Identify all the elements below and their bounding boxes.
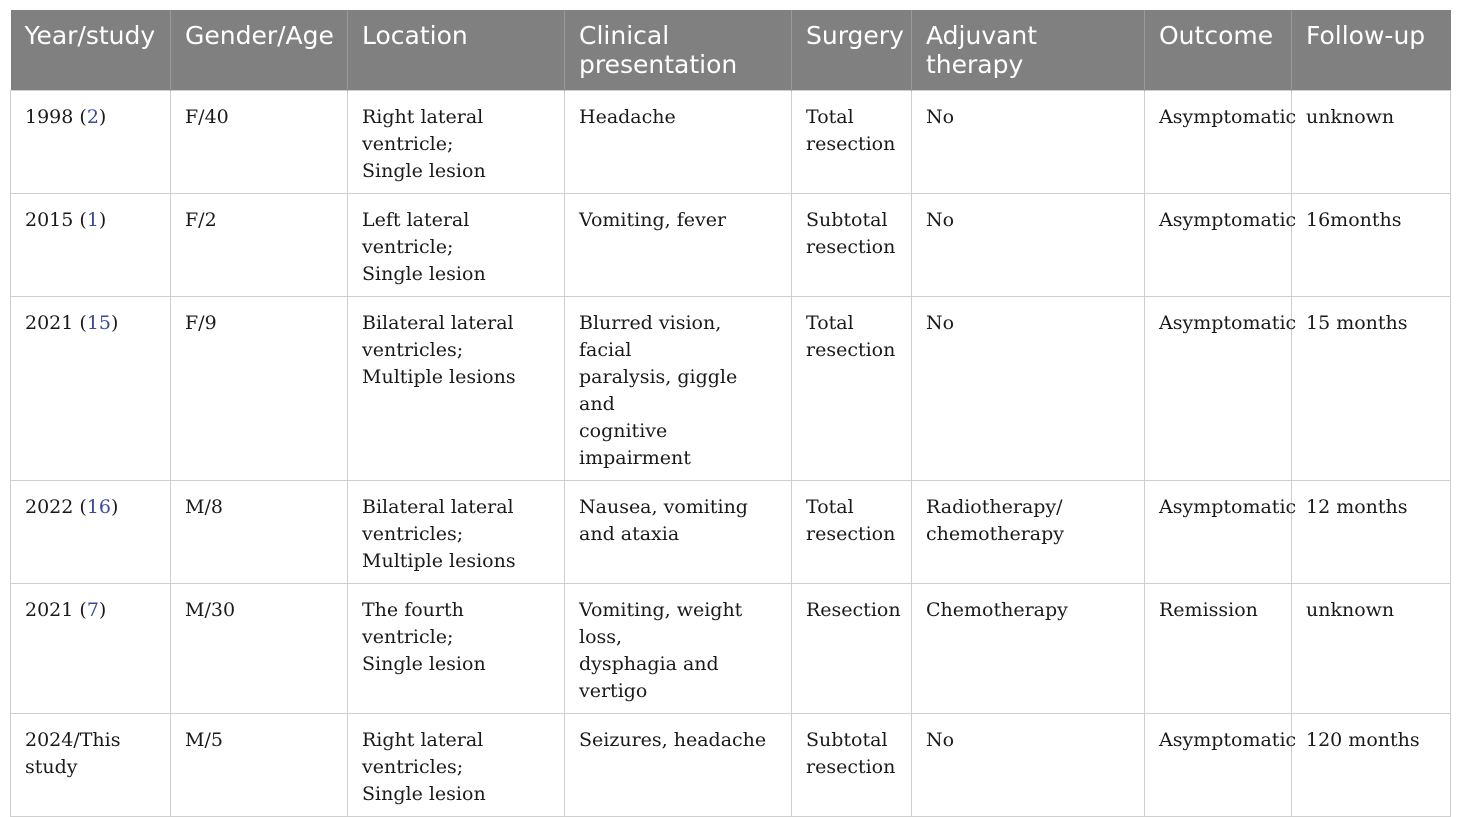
year-text: 1998 ( bbox=[25, 105, 87, 128]
header-follow-up: Follow-up bbox=[1292, 10, 1451, 90]
year-text: 2022 ( bbox=[25, 495, 87, 518]
cell-gender-age: F/9 bbox=[171, 296, 348, 480]
header-gender-age: Gender/Age bbox=[171, 10, 348, 90]
reference-link[interactable]: 16 bbox=[86, 495, 111, 518]
reference-link[interactable]: 1 bbox=[86, 208, 99, 231]
reference-link[interactable]: 2 bbox=[86, 105, 99, 128]
cell-location: The fourth ventricle; Single lesion bbox=[348, 583, 565, 713]
cell-follow-up: 15 months bbox=[1292, 296, 1451, 480]
cell-adjuvant-therapy: No bbox=[912, 90, 1145, 193]
cell-location: Right lateral ventricles; Single lesion bbox=[348, 713, 565, 816]
cell-clinical-presentation: Seizures, headache bbox=[565, 713, 792, 816]
case-comparison-table bbox=[10, 10, 1451, 817]
cell-year-study bbox=[11, 296, 171, 480]
cell-year-study bbox=[11, 193, 171, 296]
cell-outcome: Asymptomatic bbox=[1145, 90, 1292, 193]
cell-outcome: Asymptomatic bbox=[1145, 193, 1292, 296]
cell-outcome: Asymptomatic bbox=[1145, 480, 1292, 583]
cell-clinical-presentation: Nausea, vomiting and ataxia bbox=[565, 480, 792, 583]
cell-follow-up: 120 months bbox=[1292, 713, 1451, 816]
year-text: 2021 ( bbox=[25, 311, 87, 334]
cell-clinical-presentation: Headache bbox=[565, 90, 792, 193]
year-text: 2024/This study bbox=[25, 728, 121, 778]
year-close: ) bbox=[98, 105, 107, 128]
header-location: Location bbox=[348, 10, 565, 90]
header-outcome: Outcome bbox=[1145, 10, 1292, 90]
reference-link[interactable]: 7 bbox=[86, 598, 99, 621]
header-clinical-presentation: Clinical presentation bbox=[565, 10, 792, 90]
reference-link[interactable]: 15 bbox=[86, 311, 111, 334]
cell-adjuvant-therapy: Chemotherapy bbox=[912, 583, 1145, 713]
cell-clinical-presentation: Vomiting, weight loss, dysphagia and vertigo bbox=[565, 583, 792, 713]
cell-year-study bbox=[11, 90, 171, 193]
cell-clinical-presentation: Blurred vision, facial paralysis, giggle and cognitive impairment bbox=[565, 296, 792, 480]
cell-adjuvant-therapy: No bbox=[912, 193, 1145, 296]
cell-clinical-presentation: Vomiting, fever bbox=[565, 193, 792, 296]
table-row bbox=[11, 296, 1451, 480]
cell-location: Right lateral ventricle; Single lesion bbox=[348, 90, 565, 193]
header-surgery: Surgery bbox=[792, 10, 912, 90]
cell-adjuvant-therapy: No bbox=[912, 296, 1145, 480]
header-row bbox=[11, 10, 1451, 90]
cell-surgery: Subtotal resection bbox=[792, 193, 912, 296]
header-year-study: Year/study bbox=[11, 10, 171, 90]
cell-surgery: Total resection bbox=[792, 296, 912, 480]
cell-follow-up: unknown bbox=[1292, 90, 1451, 193]
year-text: 2015 ( bbox=[25, 208, 87, 231]
cell-outcome: Asymptomatic bbox=[1145, 296, 1292, 480]
table-row bbox=[11, 480, 1451, 583]
case-comparison-table-container bbox=[10, 10, 1450, 817]
cell-gender-age: M/30 bbox=[171, 583, 348, 713]
cell-follow-up: 12 months bbox=[1292, 480, 1451, 583]
year-text: 2021 ( bbox=[25, 598, 87, 621]
cell-gender-age: M/5 bbox=[171, 713, 348, 816]
cell-year-study bbox=[11, 480, 171, 583]
table-body bbox=[11, 90, 1451, 816]
cell-location: Bilateral lateral ventricles; Multiple lesions bbox=[348, 296, 565, 480]
cell-surgery: Subtotal resection bbox=[792, 713, 912, 816]
cell-location: Bilateral lateral ventricles; Multiple lesions bbox=[348, 480, 565, 583]
year-close: ) bbox=[98, 208, 107, 231]
table-header bbox=[11, 10, 1451, 90]
year-close: ) bbox=[111, 495, 119, 518]
cell-follow-up: unknown bbox=[1292, 583, 1451, 713]
year-close: ) bbox=[98, 598, 107, 621]
cell-follow-up: 16months bbox=[1292, 193, 1451, 296]
cell-adjuvant-therapy: No bbox=[912, 713, 1145, 816]
cell-gender-age: F/2 bbox=[171, 193, 348, 296]
cell-gender-age: M/8 bbox=[171, 480, 348, 583]
table-row bbox=[11, 90, 1451, 193]
cell-surgery: Total resection bbox=[792, 480, 912, 583]
cell-adjuvant-therapy: Radiotherapy/ chemotherapy bbox=[912, 480, 1145, 583]
table-row bbox=[11, 193, 1451, 296]
header-adjuvant-therapy: Adjuvant therapy bbox=[912, 10, 1145, 90]
table-row bbox=[11, 583, 1451, 713]
cell-year-study bbox=[11, 713, 171, 816]
cell-surgery: Total resection bbox=[792, 90, 912, 193]
table-row bbox=[11, 713, 1451, 816]
cell-location: Left lateral ventricle; Single lesion bbox=[348, 193, 565, 296]
cell-year-study bbox=[11, 583, 171, 713]
cell-surgery: Resection bbox=[792, 583, 912, 713]
year-close: ) bbox=[111, 311, 119, 334]
cell-outcome: Asymptomatic bbox=[1145, 713, 1292, 816]
cell-outcome: Remission bbox=[1145, 583, 1292, 713]
cell-gender-age: F/40 bbox=[171, 90, 348, 193]
